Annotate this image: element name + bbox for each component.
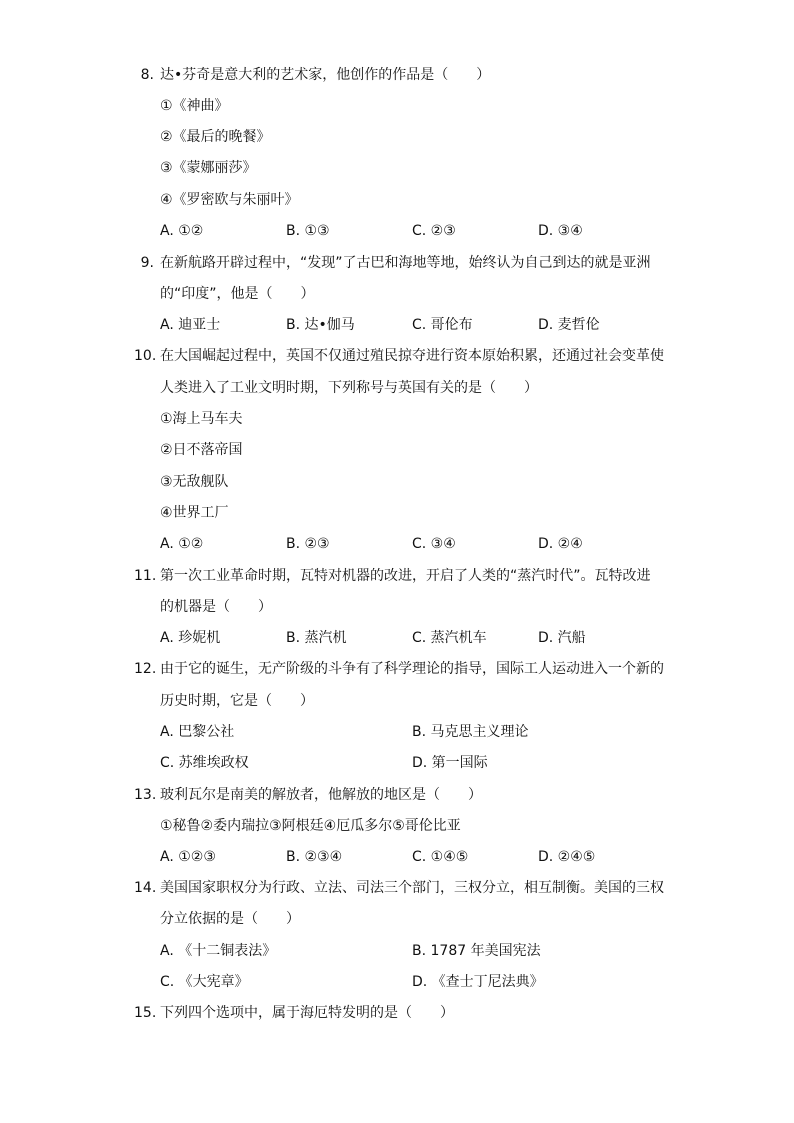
question-number: 10. <box>134 348 157 364</box>
question-stem: 在大国崛起过程中，英国不仅通过殖民掠夺进行资本原始积累，还通过社会变革使 <box>160 348 664 364</box>
question-number: 9. <box>140 255 154 271</box>
question-stem-cont: 历史时期，它是（ ） <box>160 693 314 709</box>
item: ③无敌舰队 <box>160 474 229 490</box>
question-12 <box>0 658 794 680</box>
options-row <box>0 752 794 774</box>
option-b: B. 蒸汽机 <box>286 630 347 646</box>
question-number: 8. <box>140 67 154 83</box>
option-b: B. ①③ <box>286 223 330 239</box>
option-a: A. ①②③ <box>160 849 216 865</box>
question-15 <box>0 1002 794 1024</box>
question-stem-cont: 人类进入了工业文明时期，下列称号与英国有关的是（ ） <box>160 380 538 396</box>
option-d: D. 麦哲伦 <box>538 317 600 333</box>
question-number: 15. <box>134 1005 157 1021</box>
option-b: B. 1787 年美国宪法 <box>412 943 541 959</box>
option-d: D. 第一国际 <box>412 755 488 771</box>
option-c: C. 哥伦布 <box>412 317 473 333</box>
option-a: A. 珍妮机 <box>160 630 221 646</box>
option-b: B. 马克思主义理论 <box>412 724 529 740</box>
option-c: C. 《大宪章》 <box>160 974 249 990</box>
question-number: 12. <box>134 661 157 677</box>
options-row <box>0 314 794 336</box>
question-stem: 玻利瓦尔是南美的解放者，他解放的地区是（ ） <box>160 787 482 803</box>
question-10 <box>0 345 794 367</box>
options-row <box>0 627 794 649</box>
question-8 <box>0 64 794 86</box>
question-stem: 达•芬奇是意大利的艺术家，他创作的作品是（ ） <box>160 67 491 83</box>
item: ②《最后的晚餐》 <box>160 129 271 145</box>
question-13 <box>0 784 794 806</box>
option-c: C. 苏维埃政权 <box>160 755 249 771</box>
question-number: 14. <box>134 880 157 896</box>
item: ②日不落帝国 <box>160 442 243 458</box>
question-stem: 第一次工业革命时期，瓦特对机器的改进，开启了人类的“蒸汽时代”。瓦特改进 <box>160 568 651 584</box>
option-d: D. 《查士丁尼法典》 <box>412 974 544 990</box>
options-row <box>0 940 794 962</box>
question-number: 13. <box>134 787 157 803</box>
question-stem: 美国国家职权分为行政、立法、司法三个部门，三权分立，相互制衡。美国的三权 <box>160 880 664 896</box>
option-a: A. 巴黎公社 <box>160 724 235 740</box>
question-stem-cont: 的机器是（ ） <box>160 599 272 615</box>
item: ①《神曲》 <box>160 98 229 114</box>
option-c: C. ①④⑤ <box>412 849 469 865</box>
question-number: 11. <box>134 568 157 584</box>
option-a: A. ①② <box>160 223 204 239</box>
question-9 <box>0 252 794 274</box>
question-14 <box>0 877 794 899</box>
question-stem: 在新航路开辟过程中，“发现”了古巴和海地等地，始终认为自己到达的就是亚洲 <box>160 255 651 271</box>
options-row <box>0 533 794 555</box>
option-b: B. ②③④ <box>286 849 343 865</box>
option-b: B. 达•伽马 <box>286 317 355 333</box>
options-row <box>0 846 794 868</box>
option-c: C. 蒸汽机车 <box>412 630 487 646</box>
option-a: A. ①② <box>160 536 204 552</box>
question-stem-cont: ①秘鲁②委内瑞拉③阿根廷④厄瓜多尔⑤哥伦比亚 <box>160 818 461 834</box>
question-stem-cont: 的“印度”，他是（ ） <box>160 286 315 302</box>
option-a: A. 《十二铜表法》 <box>160 943 277 959</box>
option-a: A. 迪亚士 <box>160 317 221 333</box>
options-row <box>0 220 794 242</box>
options-row <box>0 971 794 993</box>
option-c: C. ②③ <box>412 223 456 239</box>
question-stem: 下列四个选项中，属于海厄特发明的是（ ） <box>160 1005 454 1021</box>
question-stem: 由于它的诞生，无产阶级的斗争有了科学理论的指导，国际工人运动进入一个新的 <box>160 661 664 677</box>
item: ①海上马车夫 <box>160 411 243 427</box>
option-d: D. ②④ <box>538 536 583 552</box>
item: ④《罗密欧与朱丽叶》 <box>160 192 299 208</box>
item: ④世界工厂 <box>160 505 229 521</box>
option-d: D. ③④ <box>538 223 583 239</box>
option-c: C. ③④ <box>412 536 456 552</box>
options-row <box>0 721 794 743</box>
question-11 <box>0 565 794 587</box>
option-b: B. ②③ <box>286 536 330 552</box>
question-stem-cont: 分立依据的是（ ） <box>160 911 300 927</box>
option-d: D. 汽船 <box>538 630 586 646</box>
option-d: D. ②④⑤ <box>538 849 596 865</box>
item: ③《蒙娜丽莎》 <box>160 160 257 176</box>
